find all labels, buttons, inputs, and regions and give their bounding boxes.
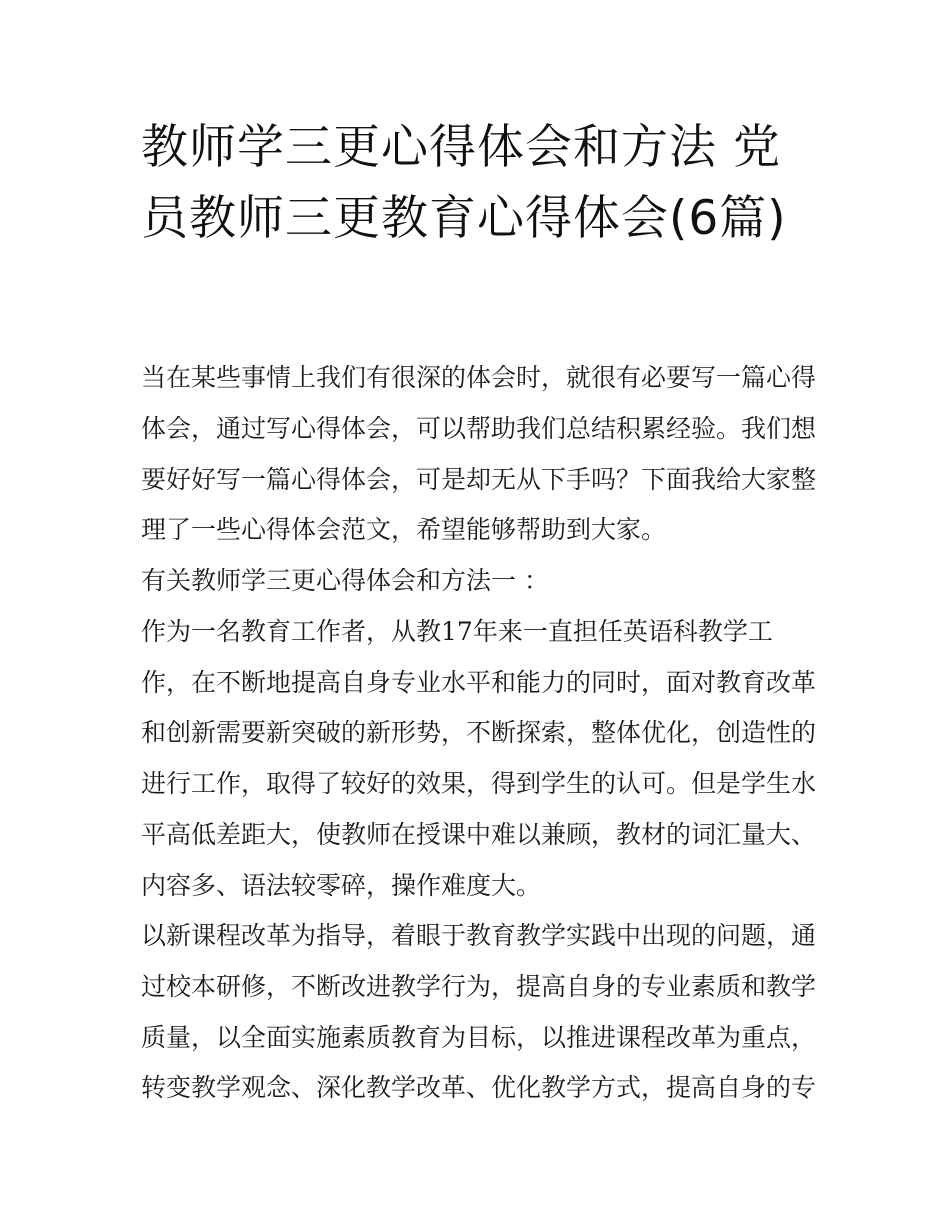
body-line: 体会，通过写心得体会，可以帮助我们总结积累经验。我们想 [141, 414, 817, 443]
body-line: 质量，以全面实施素质教育为目标，以推进课程改革为重点， [141, 1023, 817, 1052]
body-line: 以新课程改革为指导，着眼于教育教学实践中出现的问题，通 [141, 921, 817, 950]
body-line: 作为一名教育工作者，从教17年来一直担任英语科教学工 [141, 617, 773, 646]
body-line: 转变教学观念、深化教学改革、优化教学方式，提高自身的专 [141, 1073, 817, 1102]
body-line: 过校本研修，不断改进教学行为，提高自身的专业素质和教学 [141, 972, 817, 1001]
body-line: 理了一些心得体会范文，希望能够帮助到大家。 [141, 515, 667, 544]
document-title: 教师学三更心得体会和方法 党员教师三更教育心得体会(6篇) [141, 120, 787, 246]
body-line: 和创新需要新突破的新形势，不断探索，整体优化，创造性的 [141, 718, 817, 747]
body-line: 平高低差距大，使教师在授课中难以兼顾，教材的词汇量大、 [141, 820, 817, 849]
body-line: 进行工作，取得了较好的效果，得到学生的认可。但是学生水 [141, 769, 817, 798]
section-heading: 有关教师学三更心得体会和方法一 ： [141, 566, 549, 595]
body-line: 内容多、语法较零碎，操作难度大。 [141, 871, 542, 900]
body-line: 要好好写一篇心得体会，可是却无从下手吗？下面我给大家整 [141, 465, 817, 494]
body-line: 当在某些事情上我们有很深的体会时，就很有必要写一篇心得 [141, 363, 817, 392]
body-line: 作，在不断地提高自身专业水平和能力的同时，面对教育改革 [141, 668, 817, 697]
